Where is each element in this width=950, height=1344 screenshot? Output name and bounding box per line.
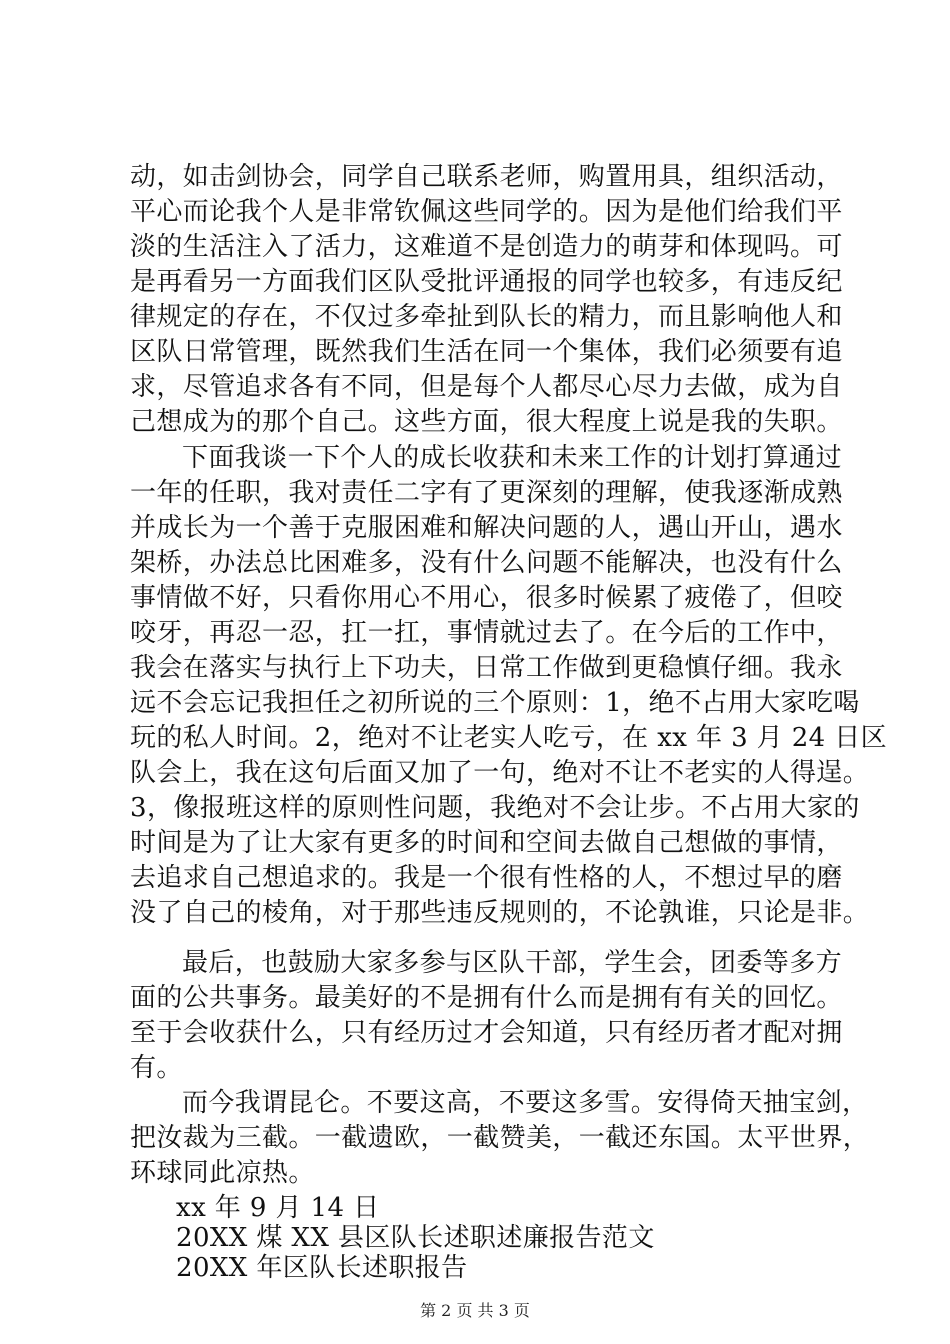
related-title-link[interactable]: 20XX 煤 XX 县区队长述职述廉报告范文 bbox=[176, 1223, 655, 1253]
text-line: 并成长为一个善于克服困难和解决问题的人，遇山开山，遇水 bbox=[130, 513, 843, 543]
text-line: 一年的任职，我对责任二字有了更深刻的理解，使我逐渐成熟 bbox=[130, 478, 843, 508]
text-line: 没了自己的棱角，对于那些违反规则的，不论孰谁，只论是非。 bbox=[130, 898, 870, 928]
text-line: 而今我谓昆仑。不要这高，不要这多雪。安得倚天抽宝剑， bbox=[182, 1088, 869, 1118]
date-line: xx 年 9 月 14 日 bbox=[176, 1193, 380, 1223]
related-title-link[interactable]: 20XX 年区队长述职报告 bbox=[176, 1253, 468, 1283]
text-line: 玩的私人时间。2，绝对不让老实人吃亏，在 xx 年 3 月 24 日区 bbox=[130, 723, 888, 753]
text-line: 下面我谈一下个人的成长收获和未来工作的计划打算通过 bbox=[182, 443, 843, 473]
text-line: 淡的生活注入了活力，这难道不是创造力的萌芽和体现吗。可 bbox=[130, 232, 843, 262]
text-line: 队会上，我在这句后面又加了一句，绝对不让不老实的人得逞。 bbox=[130, 758, 870, 788]
text-line: 己想成为的那个自己。这些方面，很大程度上说是我的失职。 bbox=[130, 407, 843, 437]
text-line: 平心而论我个人是非常钦佩这些同学的。因为是他们给我们平 bbox=[130, 197, 843, 227]
text-line: 时间是为了让大家有更多的时间和空间去做自己想做的事情， bbox=[130, 828, 843, 858]
text-line: 我会在落实与执行上下功夫，日常工作做到更稳慎仔细。我永 bbox=[130, 653, 843, 683]
text-line: 咬牙，再忍一忍，扛一扛，事情就过去了。在今后的工作中， bbox=[130, 618, 843, 648]
text-line: 架桥，办法总比困难多，没有什么问题不能解决，也没有什么 bbox=[130, 548, 843, 578]
text-line: 远不会忘记我担任之初所说的三个原则：1，绝不占用大家吃喝 bbox=[130, 688, 860, 718]
text-line: 事情做不好，只看你用心不用心，很多时候累了疲倦了，但咬 bbox=[130, 583, 843, 613]
text-line: 有。 bbox=[130, 1053, 183, 1083]
text-line: 把汝裁为三截。一截遗欧，一截赞美，一截还东国。太平世界， bbox=[130, 1123, 870, 1153]
text-line: 3，像报班这样的原则性问题，我绝对不会让步。不占用大家的 bbox=[130, 793, 860, 823]
text-line: 是再看另一方面我们区队受批评通报的同学也较多，有违反纪 bbox=[130, 267, 843, 297]
text-line: 去追求自己想追求的。我是一个很有性格的人，不想过早的磨 bbox=[130, 863, 843, 893]
text-line: 至于会收获什么，只有经历过才会知道，只有经历者才配对拥 bbox=[130, 1018, 843, 1048]
text-line: 面的公共事务。最美好的不是拥有什么而是拥有有关的回忆。 bbox=[130, 983, 843, 1013]
text-line: 求，尽管追求各有不同，但是每个人都尽心尽力去做，成为自 bbox=[130, 372, 843, 402]
page-number-footer: 第 2 页 共 3 页 bbox=[420, 1301, 530, 1320]
text-line: 动，如击剑协会，同学自己联系老师，购置用具，组织活动， bbox=[130, 162, 843, 192]
text-line: 区队日常管理，既然我们生活在同一个集体，我们必须要有追 bbox=[130, 337, 843, 367]
text-line: 律规定的存在，不仅过多牵扯到队长的精力，而且影响他人和 bbox=[130, 302, 843, 332]
text-line: 最后，也鼓励大家多参与区队干部，学生会，团委等多方 bbox=[182, 948, 843, 978]
text-line: 环球同此凉热。 bbox=[130, 1158, 315, 1188]
